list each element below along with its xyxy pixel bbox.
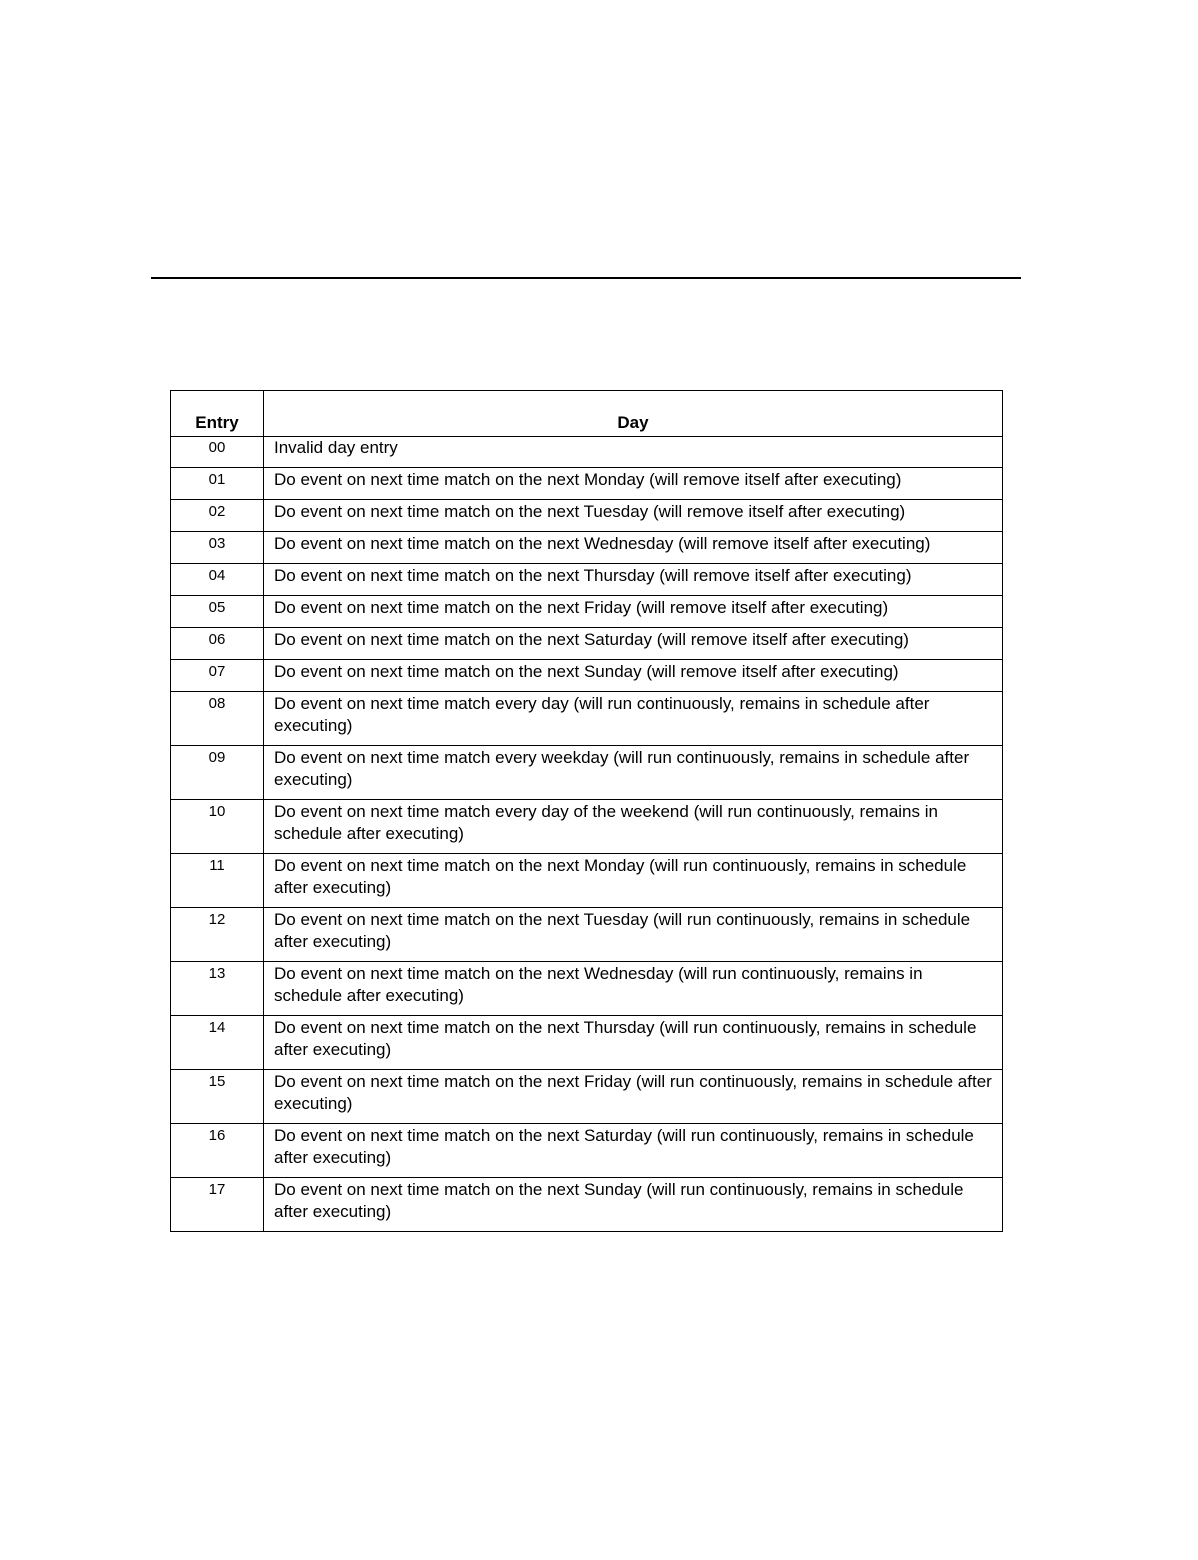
entry-cell: 12 xyxy=(171,908,264,962)
entry-cell: 03 xyxy=(171,532,264,564)
entry-cell: 10 xyxy=(171,800,264,854)
day-cell: Do event on next time match on the next Sunday (will remove itself after executing) xyxy=(264,660,1003,692)
day-cell: Do event on next time match every day (will run continuously, remains in schedule after executing) xyxy=(264,692,1003,746)
day-cell: Do event on next time match on the next Friday (will run continuously, remains in schedule after executing) xyxy=(264,1070,1003,1124)
table-row xyxy=(171,1070,1003,1124)
day-cell: Do event on next time match on the next Monday (will run continuously, remains in schedule after executing) xyxy=(264,854,1003,908)
entry-column-header: Entry xyxy=(171,391,264,437)
day-cell: Do event on next time match every day of the weekend (will run continuously, remains in schedule after executing) xyxy=(264,800,1003,854)
table-row xyxy=(171,746,1003,800)
day-cell: Do event on next time match on the next Friday (will remove itself after executing) xyxy=(264,596,1003,628)
table-row xyxy=(171,660,1003,692)
day-cell: Do event on next time match on the next Wednesday (will run continuously, remains in schedule after executing) xyxy=(264,962,1003,1016)
table-row xyxy=(171,908,1003,962)
day-cell: Do event on next time match on the next Tuesday (will run continuously, remains in schedule after executing) xyxy=(264,908,1003,962)
table-row xyxy=(171,628,1003,660)
entry-cell: 13 xyxy=(171,962,264,1016)
day-cell: Do event on next time match on the next Wednesday (will remove itself after executing) xyxy=(264,532,1003,564)
day-column-header: Day xyxy=(264,391,1003,437)
day-cell: Invalid day entry xyxy=(264,437,1003,468)
table-row xyxy=(171,532,1003,564)
table-row xyxy=(171,962,1003,1016)
entry-cell: 14 xyxy=(171,1016,264,1070)
table-header-row xyxy=(171,391,1003,437)
entry-cell: 04 xyxy=(171,564,264,596)
table-row xyxy=(171,800,1003,854)
day-cell: Do event on next time match on the next Saturday (will remove itself after executing) xyxy=(264,628,1003,660)
day-cell: Do event on next time match on the next Saturday (will run continuously, remains in schedule after executing) xyxy=(264,1124,1003,1178)
entry-cell: 16 xyxy=(171,1124,264,1178)
horizontal-rule xyxy=(151,277,1021,279)
entry-cell: 02 xyxy=(171,500,264,532)
entry-cell: 11 xyxy=(171,854,264,908)
day-cell: Do event on next time match every weekday (will run continuously, remains in schedule after executing) xyxy=(264,746,1003,800)
table-row xyxy=(171,564,1003,596)
table-row xyxy=(171,1124,1003,1178)
day-entry-table xyxy=(170,390,1003,1232)
entry-cell: 05 xyxy=(171,596,264,628)
day-cell: Do event on next time match on the next Thursday (will remove itself after executing) xyxy=(264,564,1003,596)
entry-cell: 15 xyxy=(171,1070,264,1124)
entry-cell: 01 xyxy=(171,468,264,500)
entry-cell: 06 xyxy=(171,628,264,660)
entry-cell: 17 xyxy=(171,1178,264,1232)
table-row xyxy=(171,1016,1003,1070)
table-row xyxy=(171,596,1003,628)
entry-cell: 00 xyxy=(171,437,264,468)
table-row xyxy=(171,437,1003,468)
day-cell: Do event on next time match on the next Monday (will remove itself after executing) xyxy=(264,468,1003,500)
day-cell: Do event on next time match on the next Tuesday (will remove itself after executing) xyxy=(264,500,1003,532)
table-row xyxy=(171,692,1003,746)
table-row xyxy=(171,1178,1003,1232)
entry-cell: 09 xyxy=(171,746,264,800)
day-cell: Do event on next time match on the next Sunday (will run continuously, remains in schedule after executing) xyxy=(264,1178,1003,1232)
table-row xyxy=(171,500,1003,532)
table-row xyxy=(171,468,1003,500)
entry-cell: 07 xyxy=(171,660,264,692)
entry-cell: 08 xyxy=(171,692,264,746)
day-cell: Do event on next time match on the next Thursday (will run continuously, remains in schedule after executing) xyxy=(264,1016,1003,1070)
table-row xyxy=(171,854,1003,908)
